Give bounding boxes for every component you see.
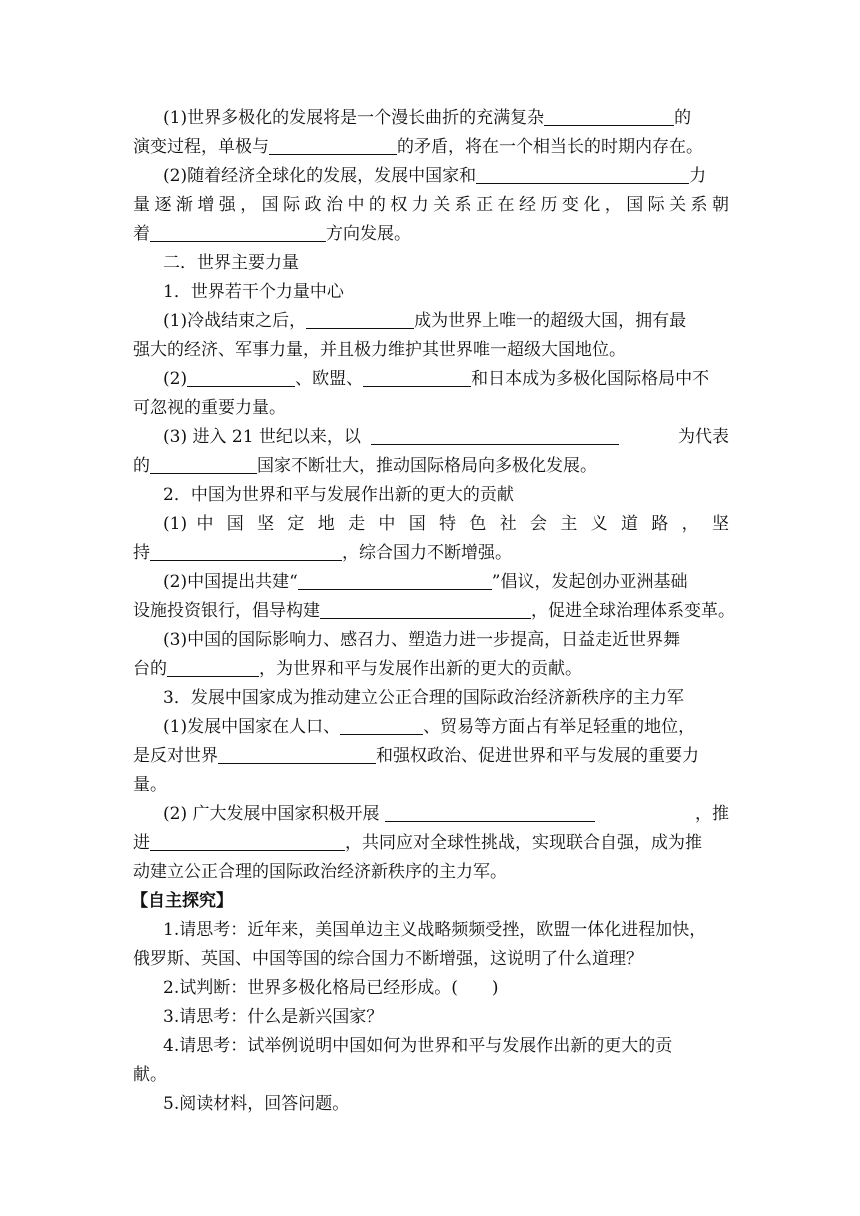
s1-line-3: (2)随着经济全球化的发展，发展中国家和 力 [163, 166, 707, 186]
r2-line-3: 动建立公正合理的国际政治经济新秩序的主力军。 [133, 862, 507, 882]
inquiry-1-line-2: 俄罗斯、英国、中国等国的综合国力不断增强，这说明了什么道理？ [133, 949, 643, 969]
p1-line-2: 强大的经济、军事力量，并且极力维护其世界唯一超级大国地位。 [133, 340, 626, 360]
q2-line-1: (2)中国提出共建“ ”倡议，发起创办亚洲基础 [163, 572, 688, 592]
fill-blank[interactable] [306, 309, 414, 329]
fill-blank[interactable] [385, 802, 595, 822]
s1-line-4: 量逐渐增强，国际政治中的权力关系正在经历变化，国际关系朝 [133, 195, 729, 215]
fill-blank[interactable] [298, 570, 492, 590]
fill-blank[interactable] [320, 599, 531, 619]
fill-blank[interactable] [187, 367, 295, 387]
p1-line-1: (1)冷战结束之后， 成为世界上唯一的超级大国，拥有最 [163, 311, 687, 331]
fill-blank[interactable] [150, 831, 345, 851]
fill-blank[interactable] [150, 541, 342, 561]
inquiry-2: 2.试判断：世界多极化格局已经形成。( ) [163, 978, 499, 998]
fill-blank[interactable] [269, 135, 397, 155]
p3-line-2: 的 国家不断壮大，推动国际格局向多极化发展。 [133, 456, 597, 476]
fill-blank[interactable] [363, 367, 471, 387]
q2-line-2: 设施投资银行，倡导构建 ，促进全球治理体系变革。 [133, 601, 735, 621]
fill-blank[interactable] [371, 425, 619, 445]
q3-line-1: (3)中国的国际影响力、感召力、塑造力进一步提高，日益走近世界舞 [163, 630, 681, 650]
subheading-2: 2．中国为世界和平与发展作出新的更大的贡献 [163, 485, 514, 505]
subheading-1: 1．世界若干个力量中心 [163, 282, 344, 302]
inquiry-4-line-1: 4.请思考：试举例说明中国如何为世界和平与发展作出新的更大的贡 [163, 1036, 673, 1056]
s1-line-1: (1)世界多极化的发展将是一个漫长曲折的充满复杂 的 [163, 108, 692, 128]
s1-line-5: 着 方向发展。 [133, 224, 411, 244]
q1-line-2: 持 ，综合国力不断增强。 [133, 543, 512, 563]
fill-blank[interactable] [544, 106, 674, 126]
r2-line-2: 进 ，共同应对全球性挑战，实现联合自强，成为推 [133, 833, 702, 853]
p2-line-2: 可忽视的重要力量。 [133, 398, 286, 418]
inquiry-3: 3.请思考：什么是新兴国家？ [163, 1007, 384, 1027]
r1-line-2: 是反对世界 和强权政治、促进世界和平与发展的重要力 [133, 746, 699, 766]
fill-blank[interactable] [150, 222, 326, 242]
inquiry-5: 5.阅读材料，回答问题。 [163, 1094, 350, 1114]
fill-blank[interactable] [218, 744, 376, 764]
p2-line-1: (2) 、欧盟、 和日本成为多极化国际格局中不 [163, 369, 710, 389]
inquiry-4-line-2: 献。 [133, 1065, 167, 1085]
inquiry-1-line-1: 1.请思考：近年来，美国单边主义战略频频受挫，欧盟一体化进程加快， [163, 920, 707, 940]
q1-line-1: (1) 中 国 坚 定 地 走 中 国 特 色 社 会 主 义 道 路 ， 坚 [163, 514, 729, 534]
p3-line-1: (3) 进入 21 世纪以来，以 为代表 [163, 427, 729, 447]
s1-line-2: 演变过程，单极与 的矛盾，将在一个相当长的时期内存在。 [133, 137, 703, 157]
fill-blank[interactable] [167, 657, 259, 677]
r2-line-1: (2) 广大发展中国家积极开展 ，推 [163, 804, 729, 824]
fill-blank[interactable] [150, 454, 257, 474]
fill-blank[interactable] [476, 164, 689, 184]
subheading-3: 3．发展中国家成为推动建立公正合理的国际政治经济新秩序的主力军 [163, 688, 684, 708]
r1-line-1: (1)发展中国家在人口、 、贸易等方面占有举足轻重的地位， [163, 717, 696, 737]
fill-blank[interactable] [340, 715, 423, 735]
inquiry-heading: 【自主探究】 [131, 891, 233, 911]
r1-line-3: 量。 [133, 775, 167, 795]
section-heading: 二．世界主要力量 [163, 253, 299, 273]
q3-line-2: 台的 ，为世界和平与发展作出新的更大的贡献。 [133, 659, 582, 679]
